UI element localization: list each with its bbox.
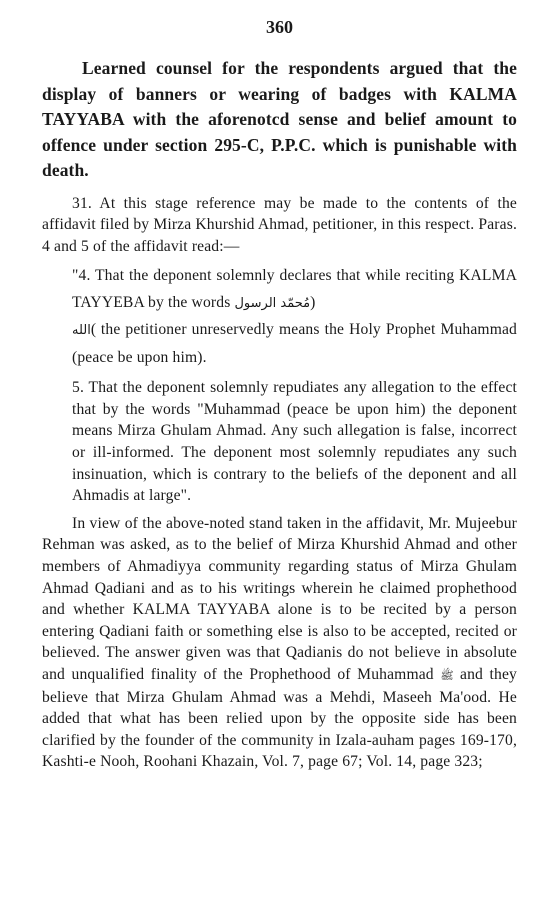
affidavit-para-4-paren: ): [310, 293, 316, 311]
honorific-glyph: ﷺ: [440, 669, 454, 682]
arabic-word-allah: الله: [72, 323, 91, 339]
arabic-phrase-muhammad-rasool: مُحمّد الرسول: [234, 295, 311, 311]
affidavit-para-4: [42, 263, 517, 371]
respondents-argument-paragraph: Learned counsel for the respondents argued that the display of banners or wearing of badges with KALMA TAYYABA with the aforenotcd sense and belief amount to offence under section 295-C, P.P.C. which is punishable with death.: [42, 58, 517, 180]
affidavit-para-4-continuation: ( the petitioner unreservedly means the Holy Prophet Muhammad (peace be upon him).: [72, 321, 517, 366]
paragraph-31: 31. At this stage reference may be made to the contents of the affidavit filed by Mirza Khurshid Ahmad, petitioner, in this respect. Paras. 4 and 5 of the affidavit read:—: [42, 194, 517, 255]
affidavit-para-5: 5. That the deponent solemnly repudiates any allegation to the effect that by the words "Muhammad (peace be upon him) the deponent means Mirza Ghulam Ahmad. Any such allegation is false, incorrect or ill-informed. The deponent most solemnly repudiates any such insinuation, which is contrary to the beliefs of the deponent and all Ahmadis at large".: [72, 379, 517, 505]
affidavit-para-4-text: "4. That the deponent solemnly declares that while reciting KALMA TAYYEBA by the words: [72, 267, 517, 311]
qadiani-belief-continuation: and they believe that Mirza Ghulam Ahmad was a Mehdi, Maseeh Ma'ood. He added that what has been relied upon by the opposite side has been clarified by the founder of the community in Izala-auham pages 169-170, Kashti-e Nooh, Roohani Khazain, Vol. 7, page 67; Vol. 14, page 323;: [42, 666, 517, 771]
qadiani-belief-text: In view of the above-noted stand taken in the affidavit, Mr. Mujeebur Rehman was asked, as to the belief of Mirza Khurshid Ahmad and other members of Ahmadiyya community regarding status of Mirza Ghulam Ahmad Qadiani and as to his writings wherein he claimed prophethood and whether KALMA TAYYABA alone is to be recited by a person entering Qadiani faith or something else is also to be accepted, recited or believed. The answer given was that Qadianis do not believe in absolute and unqualified finality of the Prophethood of Muhammad: [42, 514, 517, 683]
qadiani-belief-paragraph: [42, 513, 517, 773]
page-number: 360: [266, 17, 293, 37]
